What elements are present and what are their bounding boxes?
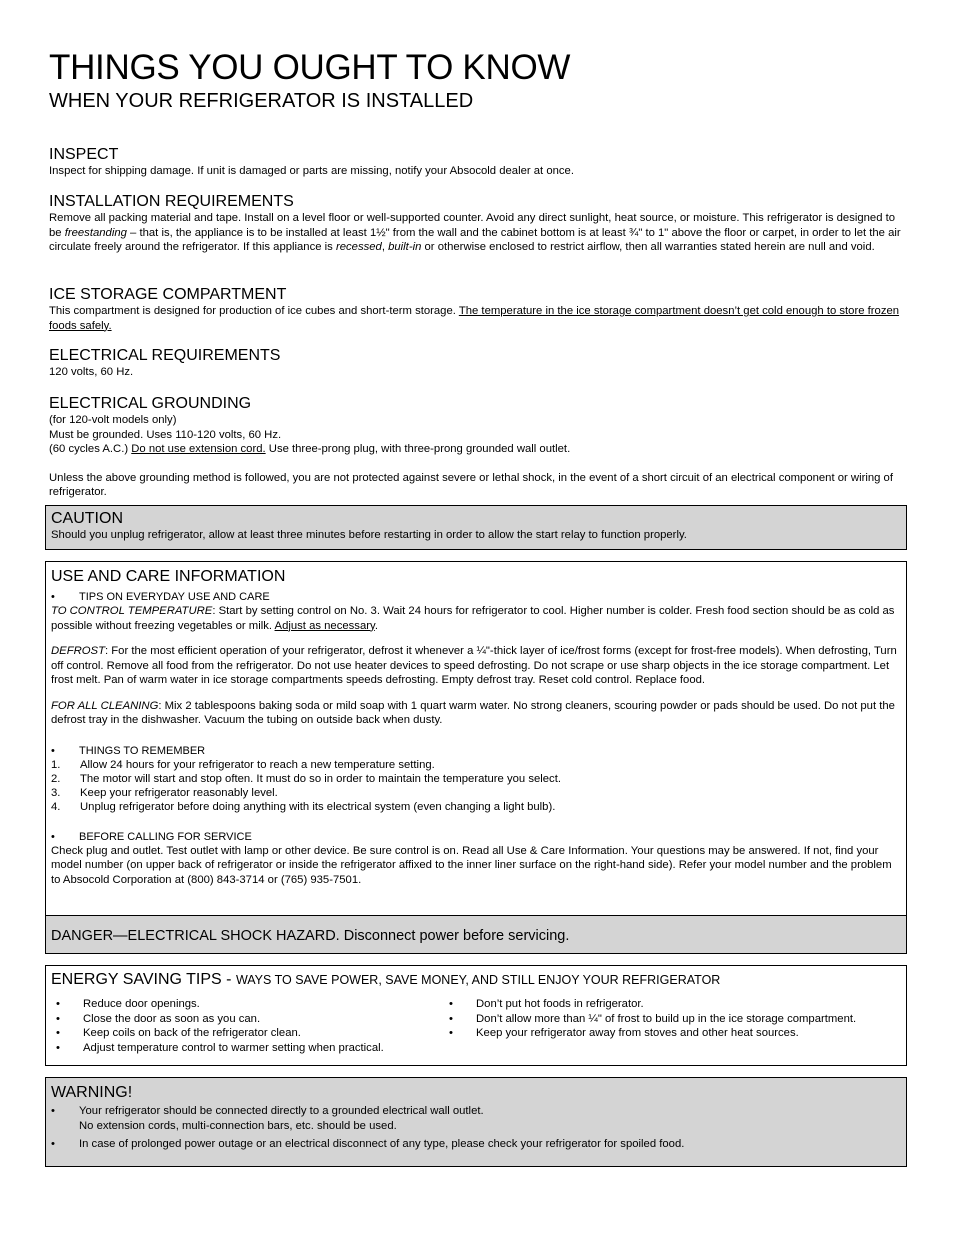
grounding-section xyxy=(49,395,907,500)
caution-box xyxy=(45,505,907,550)
use-care-box xyxy=(45,561,907,954)
energy-right-list xyxy=(444,997,856,1055)
list-item: • Don’t put hot foods in refrigerator. xyxy=(449,998,644,1010)
installation-section xyxy=(49,193,907,255)
list-item: • Don’t allow more than ¼" of frost to build up in the ice storage compartment. xyxy=(449,1012,857,1025)
inspect-text: Inspect for shipping damage. If unit is damaged or parts are missing, notify your Absocold dealer at once. xyxy=(49,165,574,177)
defrost-text: DEFROST: For the most efficient operation of your refrigerator, defrost it whenever a ¼"-thick layer of ice/frost forms (except for frost-free models). When defrosting, Turn off control. Remove all food from the refrigerator. Do not use heater devices to speed defrosting. Do not scrape or use sharp objects in the ice storage compartment. Let frost melt. Pan of warm water in ice storage compartments speeds defrosting. Empty defrost tray. Reset cold control. Replace food. xyxy=(51,645,897,686)
ice-section xyxy=(49,286,907,333)
list-item: • Close the door as soon as you can. xyxy=(56,1012,261,1025)
list-item: 4. Unplug refrigerator before doing anything with its electrical system (even changing a light bulb). xyxy=(51,800,556,813)
list-item: • In case of prolonged power outage or an electrical disconnect of any type, please check your refrigerator for spoiled food. xyxy=(51,1138,685,1150)
energy-box xyxy=(45,965,907,1066)
ice-heading: ICE STORAGE COMPARTMENT xyxy=(49,286,287,303)
remember-heading: • THINGS TO REMEMBER xyxy=(51,744,206,757)
warning-heading: WARNING! xyxy=(51,1084,133,1101)
use-care-heading: USE AND CARE INFORMATION xyxy=(51,568,286,585)
tips-heading: • TIPS ON EVERYDAY USE AND CARE xyxy=(51,591,270,603)
remember-list xyxy=(51,758,902,814)
list-item: 3. Keep your refrigerator reasonably level. xyxy=(51,786,278,799)
grounding-line1: (for 120-volt models only) xyxy=(49,414,177,426)
ice-text: This compartment is designed for production of ice cubes and short-term storage. The temperature in the ice storage compartment doesn’t get cold enough to store frozen foods safely. xyxy=(49,305,900,332)
list-item: • Adjust temperature control to warmer setting when practical. xyxy=(56,1041,384,1054)
grounding-line3: (60 cycles A.C.) Do not use extension cord. Use three-prong plug, with three-prong grounded wall outlet. xyxy=(49,443,571,455)
list-item: • Your refrigerator should be connected directly to a grounded electrical wall outlet. No extension cords, multi-connection bars, etc. should be used. xyxy=(51,1105,484,1132)
bullet-icon: • xyxy=(51,744,55,757)
list-item: 1. Allow 24 hours for your refrigerator to reach a new temperature setting. xyxy=(51,758,435,771)
list-item: • Keep your refrigerator away from stoves and other heat sources. xyxy=(449,1027,799,1039)
caution-text: Should you unplug refrigerator, allow at least three minutes before restarting in order to allow the start relay to function properly. xyxy=(51,529,687,541)
inspect-section xyxy=(49,146,907,179)
grounding-paragraph: Unless the above grounding method is followed, you are not protected against severe or lethal shock, in the event of a short circuit of an electrical component or wiring of refrigerator. xyxy=(49,471,893,498)
page-title: THINGS YOU OUGHT TO KNOW xyxy=(49,48,571,87)
danger-banner xyxy=(45,915,907,954)
page-subtitle: WHEN YOUR REFRIGERATOR IS INSTALLED xyxy=(49,90,474,112)
installation-heading: INSTALLATION REQUIREMENTS xyxy=(49,193,294,210)
control-temperature-text: TO CONTROL TEMPERATURE: Start by setting control on No. 3. Wait 24 hours for refrigerator to cool. Higher number is colder. Fresh food section should be as cold as possible without freezing vegetables or milk. Adjust as necessary. xyxy=(51,605,895,632)
inspect-heading: INSPECT xyxy=(49,146,119,163)
installation-text: Remove all packing material and tape. Install on a level floor or well-supported counter. Avoid any direct sunlight, heat source, or moisture. This refrigerator is designed to be freestanding – that is, the appliance is to be installed at least 1½" from the wall and the cabinet bottom is at least ¾" to 1" above the floor or carpet, in order to let the air circulate freely around the refrigerator. If this appliance is recessed, built-in or otherwise enclosed to restrict airflow, then all warranties stated herein are null and void. xyxy=(49,212,901,253)
service-heading: • BEFORE CALLING FOR SERVICE xyxy=(51,830,252,843)
list-item: 2. The motor will start and stop often. It must do so in order to maintain the temperature you select. xyxy=(51,772,561,785)
list-item: • Keep coils on back of the refrigerator clean. xyxy=(56,1027,301,1039)
bullet-icon: • xyxy=(51,591,55,603)
list-item: • Reduce door openings. xyxy=(56,998,200,1010)
grounding-line2: Must be grounded. Uses 110-120 volts, 60 Hz. xyxy=(49,428,282,441)
grounding-heading: ELECTRICAL GROUNDING xyxy=(49,395,252,412)
danger-text: DANGER—ELECTRICAL SHOCK HAZARD. Disconnect power before servicing. xyxy=(51,928,570,944)
cleaning-text: FOR ALL CLEANING: Mix 2 tablespoons baking soda or mild soap with 1 quart warm water. No strong cleaners, scouring powder or pads should be used. Do not put the defrost tray in the dishwasher. Vacuum the tubing on outside back when dusty. xyxy=(51,699,895,726)
warning-box xyxy=(45,1077,907,1167)
energy-heading: ENERGY SAVING TIPS - WAYS TO SAVE POWER, SAVE MONEY, AND STILL ENJOY YOUR REFRIGERATOR xyxy=(51,971,721,988)
service-text: Check plug and outlet. Test outlet with lamp or other device. Be sure control is on. Read all Use & Care Information. Your questions may be answered. If not, find your model number (on upper back of refrigerator or inside the refrigerator affixed to the inner liner surface on the right-hand side). Refer your model number and the problem to Absocold Corporation at (800) 843-3714 or (765) 935-7501. xyxy=(51,844,892,886)
energy-left-list xyxy=(51,997,444,1055)
electrical-section xyxy=(49,347,907,380)
caution-heading: CAUTION xyxy=(51,510,123,527)
electrical-heading: ELECTRICAL REQUIREMENTS xyxy=(49,347,281,364)
electrical-text: 120 volts, 60 Hz. xyxy=(49,366,134,378)
bullet-icon: • xyxy=(51,830,55,843)
